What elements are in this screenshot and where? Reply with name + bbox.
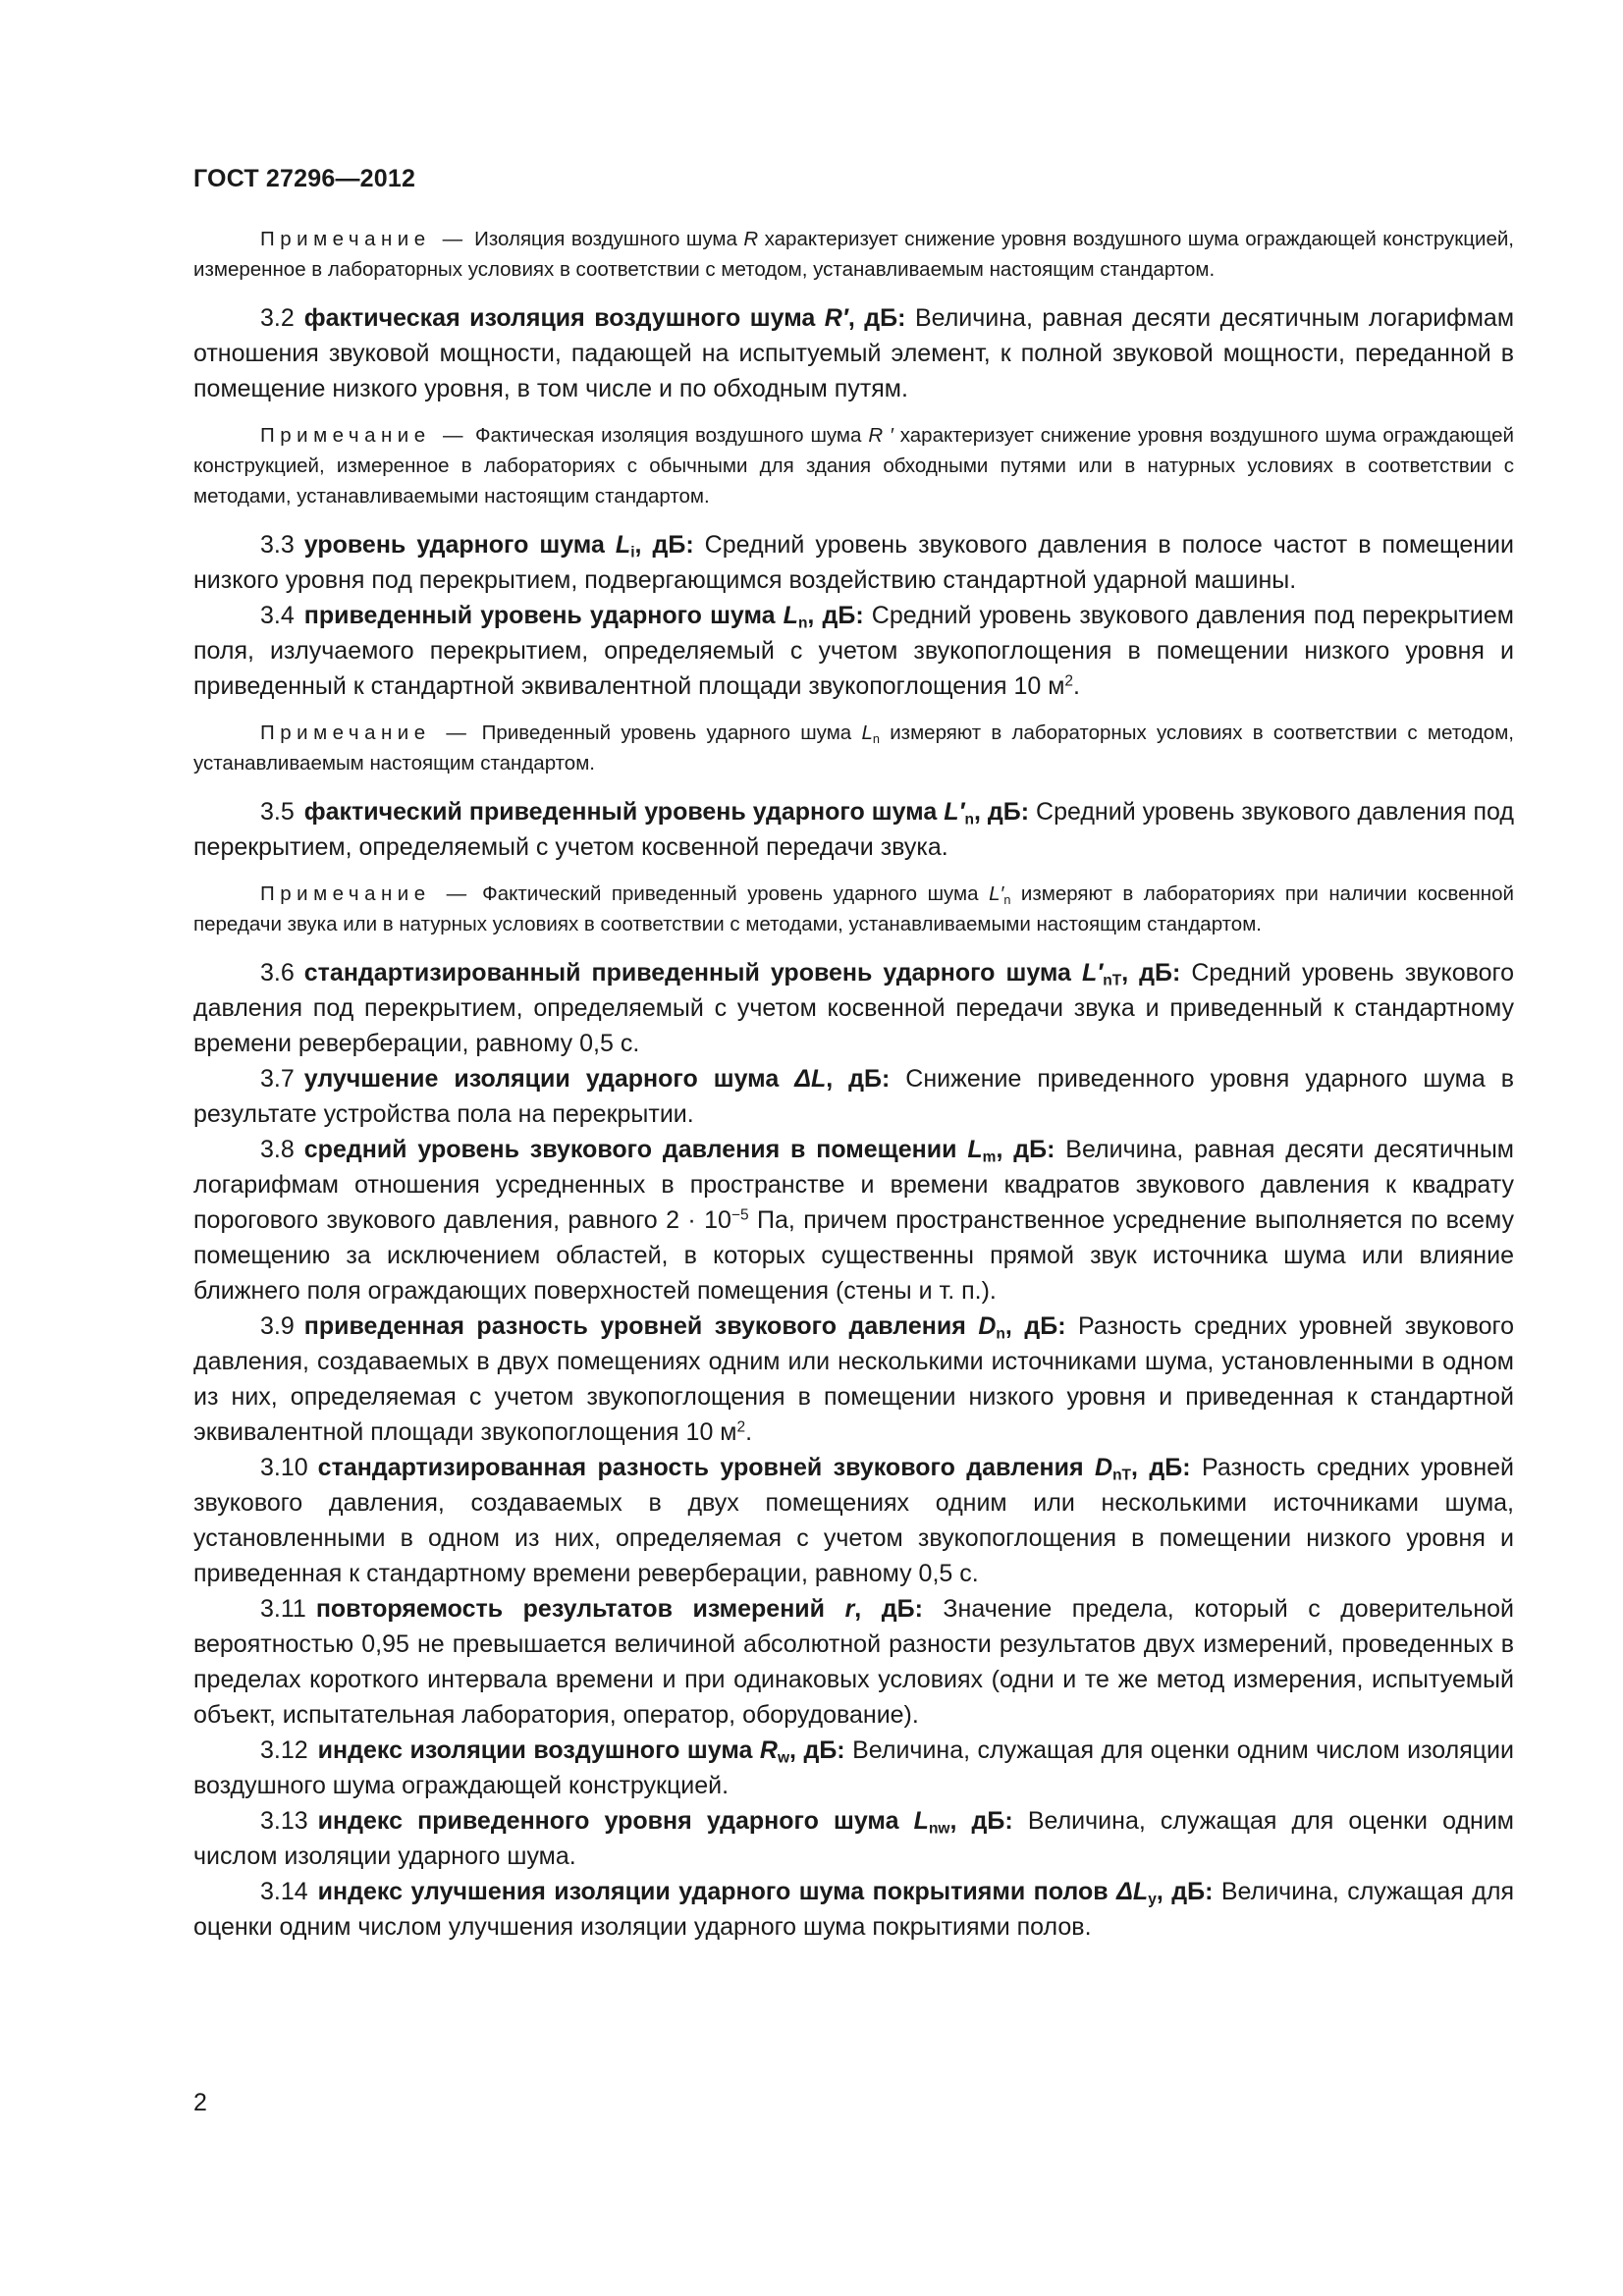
page-number: 2 [193,2089,207,2116]
note-label: Примечание — [260,228,468,250]
note-3-5: Примечание — Фактический приведенный уровень ударного шума $L'_n$ измеряют в лабораториях при наличии косвенной передачи звука или в натурных условиях в соответствии с методами, устанавливаемыми настоящим стандартом. [193,882,1514,935]
term-3-9: 3.9 приведенная разность уровней звукового давления $D_n$, дБ: Разность средних уровней звукового давления, создаваемых в двух помещениях одним или несколькими источниками шума, установленными в одном из них, определяемая с учетом звукопоглощения в помещении низкого уровня и приведенная к стандартной эквивалентной площади звукопоглощения 10 $м^2$. [193,1312,1514,1446]
note-label: Примечание — [260,882,472,905]
document-header: ГОСТ 27296—2012 [193,165,416,192]
term-3-5: 3.5 фактический приведенный уровень ударного шума $L'_n$, дБ: Средний уровень звукового давления под перекрытием, определяемый с учетом косвенной передачи звука. [193,798,1514,861]
term-3-10: 3.10 стандартизированная разность уровней звукового давления $D_{nT}$, дБ: Разность средних уровней звукового давления, создаваемых в двух помещениях одним или несколькими источниками шума, установленными в одном из них, определяемая с учетом звукопоглощения в помещении низкого уровня и приведенная к стандартному времени реверберации, равному 0,5 с. [193,1454,1515,1587]
note-3-4: Примечание — Приведенный уровень ударного шума $L_n$ измеряют в лабораторных условиях в соответствии с методом, устанавливаемым настоящим стандартом. [193,721,1514,774]
note-3-2: Примечание — Фактическая изоляция воздушного шума R ′ характеризует снижение уровня воздушного шума ограждающей конструкцией, измеренное в лабораториях с обычными для здания обходными путями или в натурных условиях в соответствии с методами, устанавливаемыми настоящим стандартом. [193,424,1514,507]
term-3-13: 3.13 индекс приведенного уровня ударного шума $L_{nw}$, дБ: Величина, служащая для оценки одним числом изоляции ударного шума. [193,1807,1514,1870]
term-3-14: 3.14 индекс улучшения изоляции ударного шума покрытиями полов $\Delta L_y$, дБ: Величина, служащая для оценки одним числом улучшения изоляции ударного шума покрытиями полов. [193,1878,1514,1941]
document-body [193,224,1514,1945]
note-label: Примечание — [260,721,472,744]
term-3-11: 3.11 повторяемость результатов измерений r, дБ: Значение предела, который с доверительной вероятностью 0,95 не превышается величиной абсолютной разности результатов двух измерений, проведенных в пределах короткого интервала времени и при одинаковых условиях (одни и те же метод измерения, испытуемый объект, испытательная лаборатория, оператор, оборудование). [193,1595,1514,1729]
note-3-1: Примечание — Изоляция воздушного шума R характеризует снижение уровня воздушного шума ограждающей конструкцией, измеренное в лабораторных условиях в соответствии с методом, устанавливаемым настоящим стандартом. [193,228,1514,281]
note-label: Примечание — [260,424,469,447]
term-3-3: 3.3 уровень ударного шума $L_i$, дБ: Средний уровень звукового давления в полосе частот в помещении низкого уровня под перекрытием, подвергающимся воздействию стандартной ударной машины. [193,531,1514,594]
term-3-4: 3.4 приведенный уровень ударного шума $L_n$, дБ: Средний уровень звукового давления под перекрытием поля, излучаемого перекрытием, определяемый с учетом звукопоглощения в помещении низкого уровня и приведенный к стандартной эквивалентной площади звукопоглощения 10 $м^2$. [193,602,1514,700]
term-3-8: 3.8 средний уровень звукового давления в помещении $L_m$, дБ: Величина, равная десяти десятичным логарифмам отношения усредненных в пространстве и времени квадратов звукового давления к квадрату порогового звукового давления, равного $2 \cdot 10^{-5}$ Па, причем пространственное усреднение выполняется по всему помещению за исключением областей, в которых существенны прямой звук источника шума или влияние ближнего поля ограждающих поверхностей помещения (стены и т. п.). [193,1136,1514,1305]
term-3-12: 3.12 индекс изоляции воздушного шума $R_w$, дБ: Величина, служащая для оценки одним числом изоляции воздушного шума ограждающей конструкцией. [193,1736,1514,1799]
term-3-6: 3.6 стандартизированный приведенный уровень ударного шума $L'_{nT}$, дБ: Средний уровень звукового давления под перекрытием, определяемый с учетом косвенной передачи звука и приведенный к стандартному времени реверберации, равному 0,5 с. [193,959,1514,1057]
term-3-7: 3.7 улучшение изоляции ударного шума ΔL, дБ: Снижение приведенного уровня ударного шума в результате устройства пола на перекрытии. [193,1065,1515,1128]
term-3-2: 3.2 фактическая изоляция воздушного шума R′, дБ: Величина, равная десяти десятичным логарифмам отношения звуковой мощности, падающей на испытуемый элемент, к полной звуковой мощности, переданной в помещение низкого уровня, в том числе и по обходным путям. [193,304,1515,402]
